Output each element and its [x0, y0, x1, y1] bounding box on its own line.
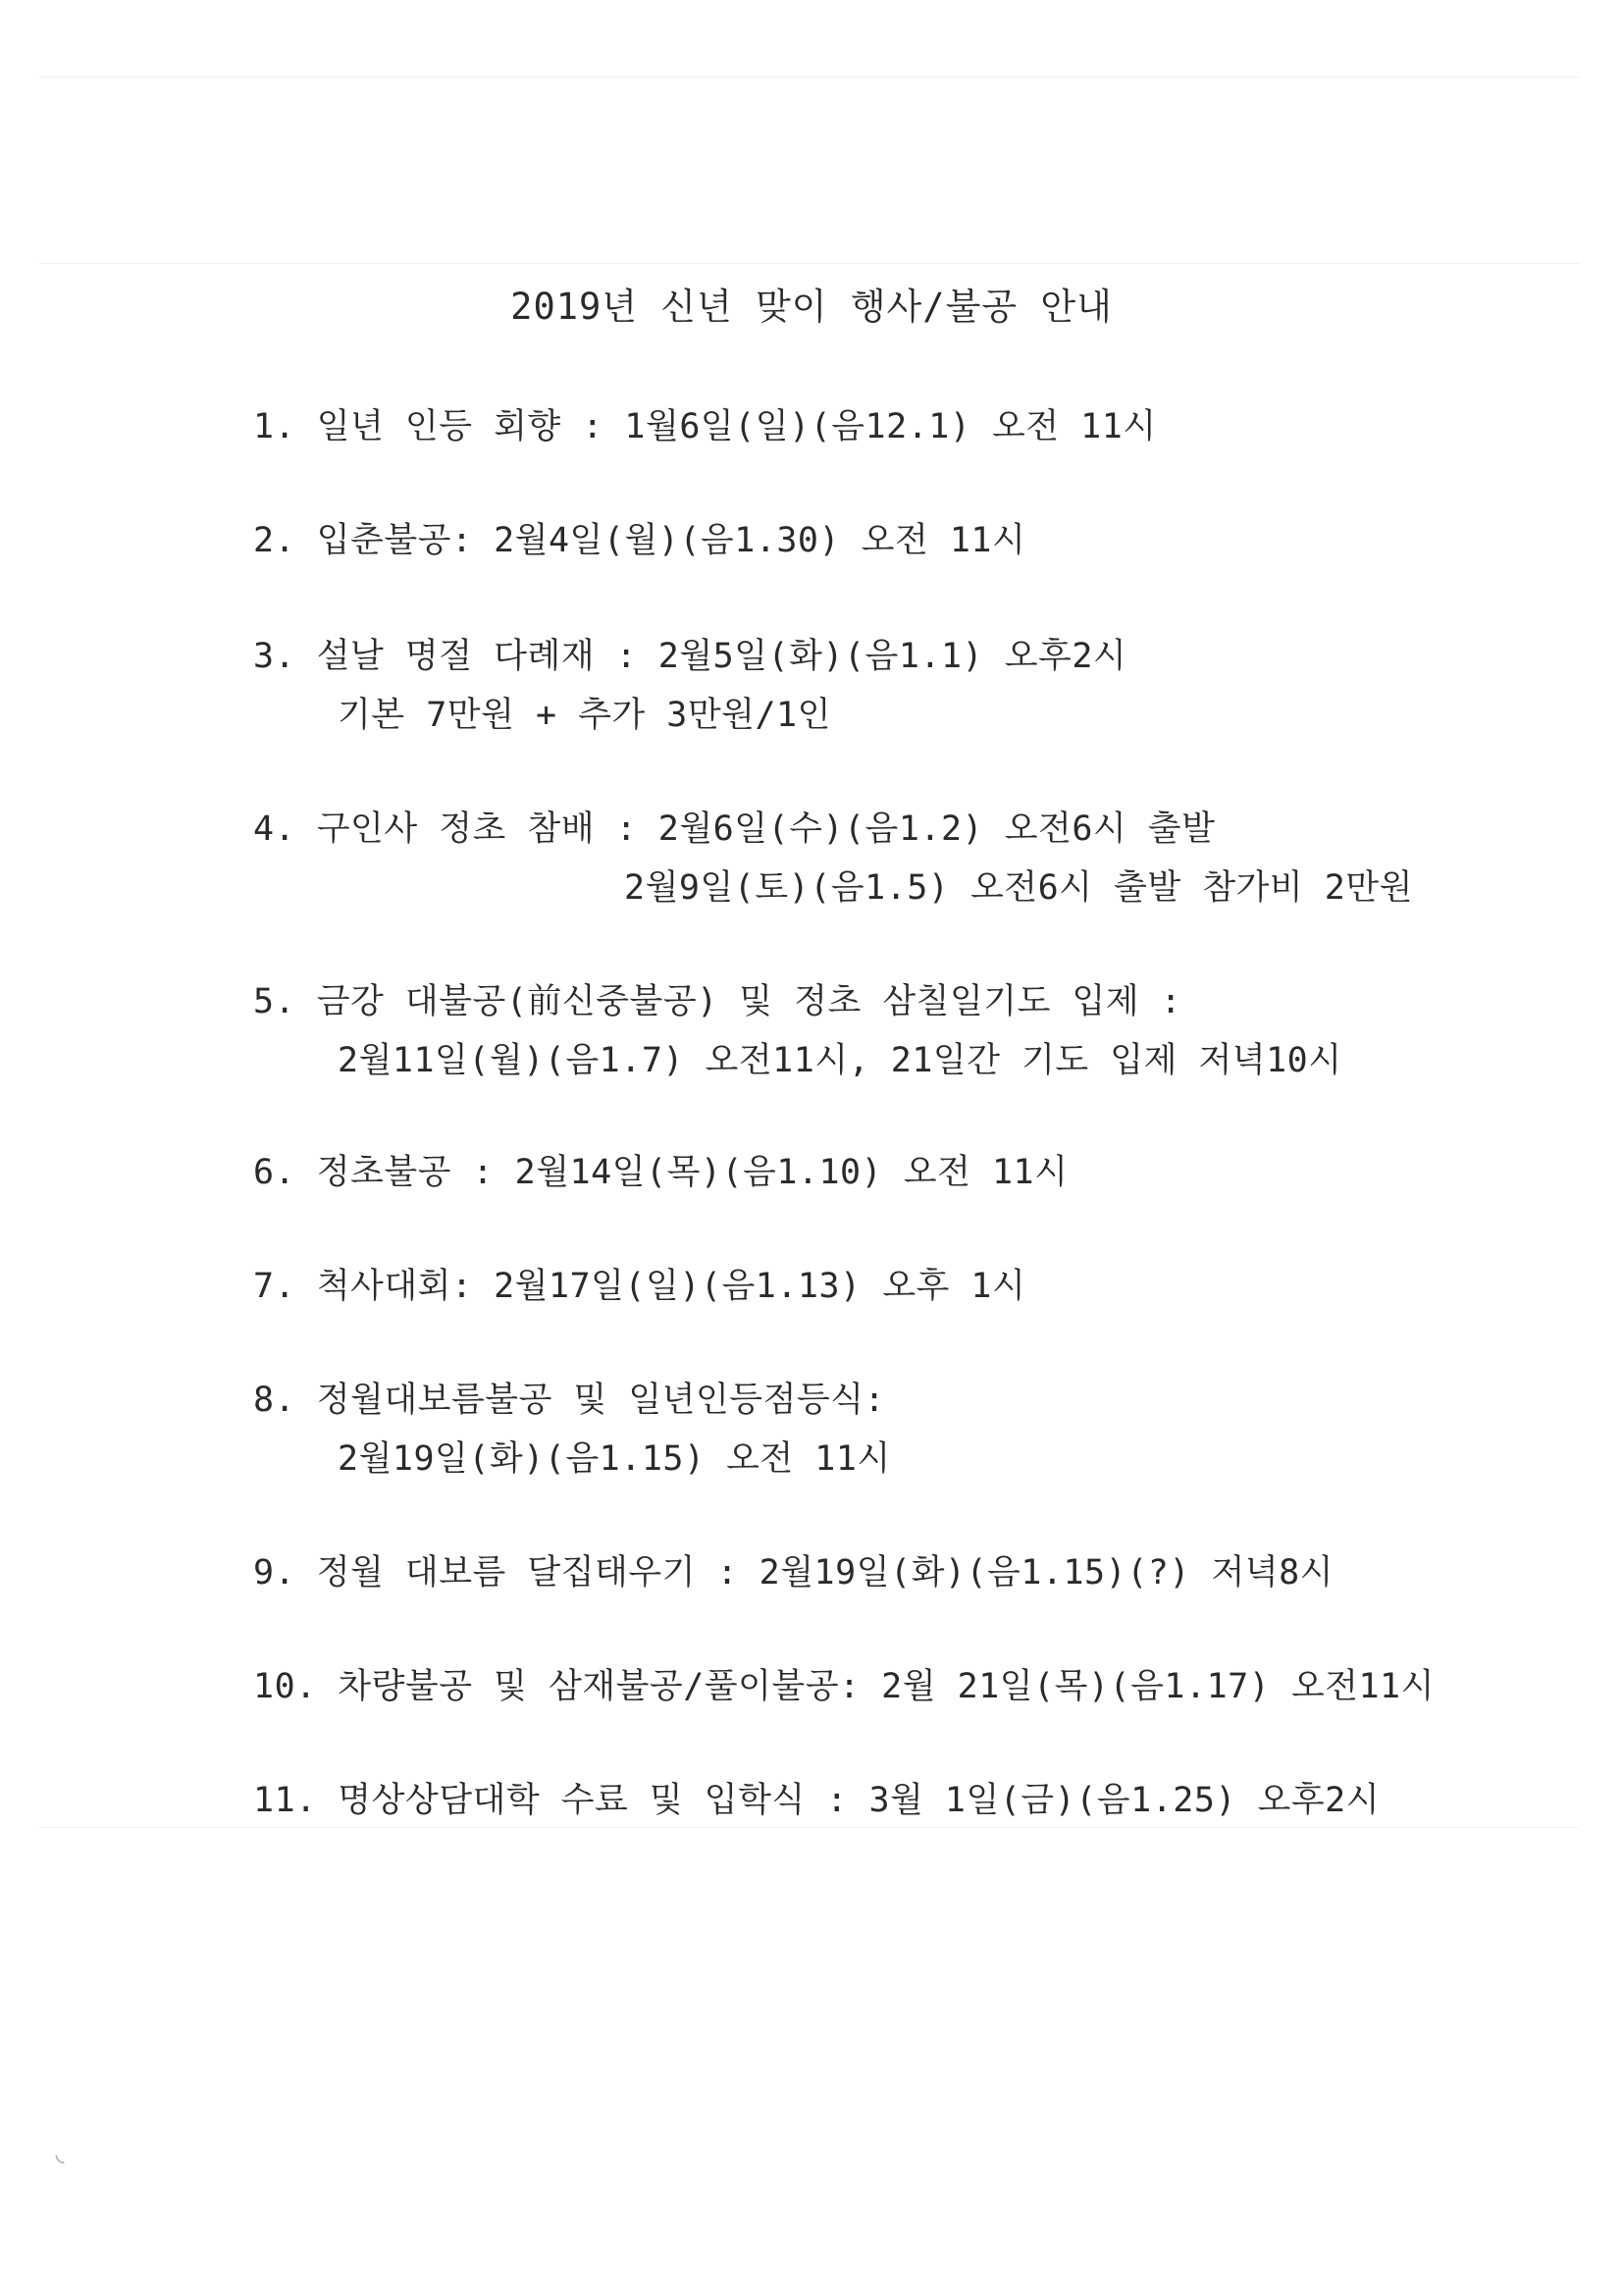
list-item-3-detail: 기본 7만원 + 추가 3만원/1인 — [338, 696, 831, 735]
list-item-7: 7. 척사대회: 2월17일(일)(음1.13) 오후 1시 — [253, 1267, 1026, 1306]
document-title: 2019년 신년 맞이 행사/불공 안내 — [510, 286, 1113, 328]
list-item-9: 9. 정월 대보름 달집태우기 : 2월19일(화)(음1.15)(?) 저녁8시 — [253, 1553, 1334, 1592]
list-item-11: 11. 명상상담대학 수료 및 입학식 : 3월 1일(금)(음1.25) 오후2시 — [253, 1781, 1381, 1820]
list-item-5-detail: 2월11일(월)(음1.7) 오전11시, 21일간 기도 입제 저녁10시 — [338, 1041, 1342, 1080]
list-item-3: 3. 설날 명절 다례재 : 2월5일(화)(음1.1) 오후2시 — [253, 637, 1127, 676]
scan-artifact-line — [39, 263, 1580, 264]
list-item-6: 6. 정초불공 : 2월14일(목)(음1.10) 오전 11시 — [253, 1153, 1069, 1192]
list-item-2: 2. 입춘불공: 2월4일(월)(음1.30) 오전 11시 — [253, 521, 1026, 560]
list-item-8-detail: 2월19일(화)(음1.15) 오전 11시 — [338, 1439, 891, 1479]
list-item-4-detail: 2월9일(토)(음1.5) 오전6시 출발 참가비 2만원 — [624, 868, 1413, 908]
list-item-5: 5. 금강 대불공(前신중불공) 및 정초 삼칠일기도 입제 : — [253, 982, 1182, 1021]
list-item-10: 10. 차량불공 및 삼재불공/풀이불공: 2월 21일(목)(음1.17) 오전11시 — [253, 1667, 1435, 1706]
list-item-4: 4. 구인사 정초 참배 : 2월6일(수)(음1.2) 오전6시 출발 — [253, 809, 1216, 849]
list-item-8: 8. 정월대보름불공 및 일년인등점등식: — [253, 1381, 886, 1420]
scan-artifact-line — [39, 77, 1580, 78]
scan-artifact-line — [39, 1827, 1580, 1828]
scan-smudge-mark: ◟ — [51, 2136, 70, 2170]
list-item-1: 1. 일년 인등 회향 : 1월6일(일)(음12.1) 오전 11시 — [253, 407, 1157, 446]
